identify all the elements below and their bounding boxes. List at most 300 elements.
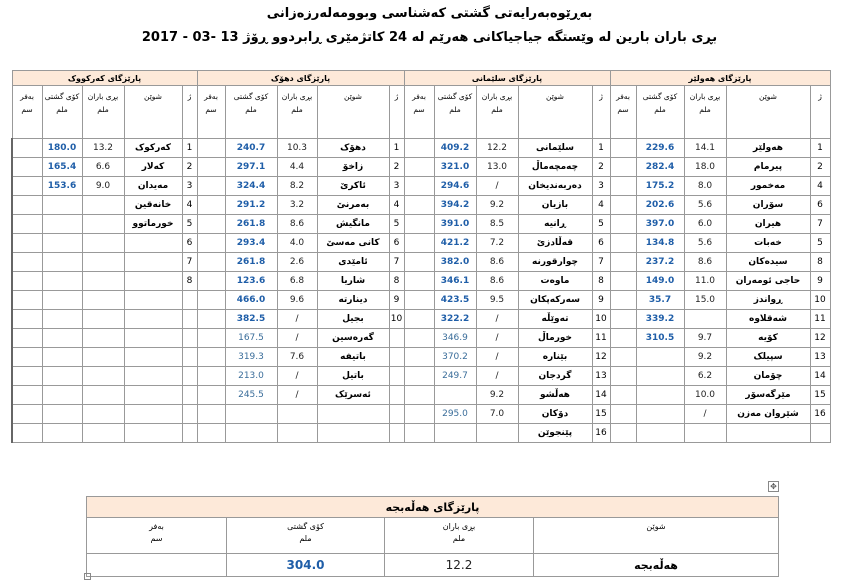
table-body (12, 139, 830, 443)
total-cell: 466.0 (225, 291, 277, 310)
station-cell: شاریا (317, 272, 389, 291)
total-cell: 382.0 (434, 253, 476, 272)
index-cell (389, 386, 404, 405)
rain-cell: 10.3 (277, 139, 317, 158)
rain-cell: 7.0 (476, 405, 518, 424)
table-row (12, 196, 830, 215)
station-cell (726, 424, 810, 443)
index-cell (182, 291, 197, 310)
rain-cell: / (277, 386, 317, 405)
index-cell: 7 (182, 253, 197, 272)
station-cell (124, 367, 182, 386)
total-cell: 261.8 (225, 253, 277, 272)
total-cell: 391.0 (434, 215, 476, 234)
station-cell (124, 386, 182, 405)
rain-cell: 8.6 (684, 253, 726, 272)
table-row (12, 291, 830, 310)
snow-cell (12, 253, 42, 272)
station-cell: دۆکان (518, 405, 592, 424)
table-row (12, 139, 830, 158)
index-cell: 8 (182, 272, 197, 291)
total-cell (42, 234, 82, 253)
rain-cell (82, 424, 124, 443)
total-cell: 202.6 (636, 196, 684, 215)
station-cell: پێنجوێن (518, 424, 592, 443)
resize-handle[interactable] (84, 573, 91, 580)
station-cell: زاخۆ (317, 158, 389, 177)
snow-cell (610, 196, 636, 215)
rain-cell (684, 424, 726, 443)
snow-cell (610, 234, 636, 253)
index-cell: 12 (810, 329, 830, 348)
snow-cell (404, 405, 434, 424)
rain-cell: 14.1 (684, 139, 726, 158)
total-cell (636, 367, 684, 386)
table-row (12, 348, 830, 367)
index-cell: 9 (592, 291, 610, 310)
station-cell: خانەقین (124, 196, 182, 215)
snow-cell (404, 215, 434, 234)
total-cell: 282.4 (636, 158, 684, 177)
rain-cell: 6.0 (684, 215, 726, 234)
index-cell: 16 (592, 424, 610, 443)
index-cell (389, 424, 404, 443)
station-cell: باتیفە (317, 348, 389, 367)
station-header: شوێن (124, 86, 182, 139)
total-cell: 370.2 (434, 348, 476, 367)
total-cell: 123.6 (225, 272, 277, 291)
rain-cell (82, 291, 124, 310)
snow-cell (610, 310, 636, 329)
snow-cell (404, 329, 434, 348)
total-header: کۆی گشتی ملم (227, 518, 385, 554)
rain-cell (82, 405, 124, 424)
index-cell: 3 (182, 177, 197, 196)
total-cell: 295.0 (434, 405, 476, 424)
table-row (12, 310, 830, 329)
total-cell: 35.7 (636, 291, 684, 310)
snow-cell (197, 272, 225, 291)
total-header: کۆی گشتی ملم (636, 86, 684, 139)
station-cell: بازیان (518, 196, 592, 215)
snow-cell (404, 272, 434, 291)
station-cell: بجیل (317, 310, 389, 329)
station-cell: مەیدان (124, 177, 182, 196)
table-row (12, 253, 830, 272)
index-cell (810, 424, 830, 443)
rain-cell: / (476, 329, 518, 348)
snow-header: بەفر سم (610, 86, 636, 139)
station-cell: سیدەکان (726, 253, 810, 272)
rain-cell: 12.2 (385, 554, 534, 577)
snow-cell (12, 234, 42, 253)
snow-cell (197, 367, 225, 386)
index-cell: 13 (592, 367, 610, 386)
document-subtitle: بڕی باران بارین لە وێستگە جیاجیاکانی هەرێم لە 24 کاتژمێری ڕابردوو ڕۆژ 13 -03 - 2017 (141, 30, 718, 45)
station-header: شوێن (726, 86, 810, 139)
index-cell: 7 (592, 253, 610, 272)
snow-cell (404, 234, 434, 253)
total-cell: 394.2 (434, 196, 476, 215)
index-cell: 14 (810, 367, 830, 386)
index-cell: 3 (592, 177, 610, 196)
snow-cell (610, 139, 636, 158)
snow-cell (610, 291, 636, 310)
index-cell: 2 (182, 158, 197, 177)
total-cell (42, 405, 82, 424)
rain-cell: 9.6 (277, 291, 317, 310)
index-cell (182, 424, 197, 443)
snow-cell (610, 424, 636, 443)
total-cell (42, 310, 82, 329)
snow-cell (87, 554, 227, 577)
station-cell (317, 405, 389, 424)
station-cell: چۆمان (726, 367, 810, 386)
snow-cell (404, 158, 434, 177)
station-cell: چوارقورنە (518, 253, 592, 272)
station-cell: قەڵادزێ (518, 234, 592, 253)
snow-cell (197, 405, 225, 424)
index-cell (182, 367, 197, 386)
snow-cell (12, 158, 42, 177)
snow-cell (610, 177, 636, 196)
index-cell (182, 310, 197, 329)
rain-cell: 13.0 (476, 158, 518, 177)
station-cell: سەرکەپکان (518, 291, 592, 310)
index-cell (389, 405, 404, 424)
index-cell: 7 (389, 253, 404, 272)
station-cell: بێنارە (518, 348, 592, 367)
station-cell: کانی مەسێ (317, 234, 389, 253)
province-halabja: پارێزگای هەڵەبجە (87, 497, 779, 518)
rain-header: بڕی باران ملم (82, 86, 124, 139)
index-header: ژ (182, 86, 197, 139)
total-cell (636, 348, 684, 367)
total-header: کۆی گشتی ملم (225, 86, 277, 139)
station-cell: هەڵشو (518, 386, 592, 405)
station-cell (124, 329, 182, 348)
total-cell (42, 196, 82, 215)
table-row (12, 386, 830, 405)
index-cell: 4 (182, 196, 197, 215)
table-row (12, 272, 830, 291)
index-cell: 5 (182, 215, 197, 234)
total-cell (434, 386, 476, 405)
station-cell: مەخمور (726, 177, 810, 196)
snow-cell (197, 158, 225, 177)
station-cell: بەمرنێ (317, 196, 389, 215)
station-cell: گردجان (518, 367, 592, 386)
rain-cell: 5.6 (684, 196, 726, 215)
station-cell (124, 424, 182, 443)
station-cell (124, 253, 182, 272)
total-cell (42, 291, 82, 310)
rain-cell (82, 367, 124, 386)
index-cell: 16 (810, 405, 830, 424)
total-cell: 134.8 (636, 234, 684, 253)
station-cell: خورماڵ (518, 329, 592, 348)
index-cell: 9 (810, 272, 830, 291)
index-cell: 1 (592, 139, 610, 158)
rain-cell: 9.5 (476, 291, 518, 310)
total-header: کۆی گشتی ملم (42, 86, 82, 139)
index-cell: 15 (810, 386, 830, 405)
index-cell: 8 (810, 253, 830, 272)
table-row (12, 158, 830, 177)
total-cell: 149.0 (636, 272, 684, 291)
rain-cell: 4.0 (277, 234, 317, 253)
total-cell: 409.2 (434, 139, 476, 158)
rain-cell: 13.2 (82, 139, 124, 158)
rain-cell: 9.2 (476, 196, 518, 215)
rain-cell: 8.2 (277, 177, 317, 196)
total-cell: 240.7 (225, 139, 277, 158)
total-cell: 167.5 (225, 329, 277, 348)
snow-cell (610, 253, 636, 272)
snow-cell (404, 310, 434, 329)
snow-cell (12, 139, 42, 158)
snow-cell (12, 348, 42, 367)
index-cell: 6 (810, 196, 830, 215)
total-cell: 423.5 (434, 291, 476, 310)
rain-cell (82, 386, 124, 405)
province-duhok: پارێزگای دهۆک (197, 71, 404, 86)
rain-cell: 15.0 (684, 291, 726, 310)
snow-header: بەفر سم (197, 86, 225, 139)
rain-cell (82, 196, 124, 215)
total-cell: 421.2 (434, 234, 476, 253)
station-cell: دینارتە (317, 291, 389, 310)
index-cell (389, 329, 404, 348)
total-cell: 261.8 (225, 215, 277, 234)
province-sulaymaniyah: پارێزگای سلێمانی (404, 71, 610, 86)
snow-cell (404, 177, 434, 196)
station-cell: گەرەسین (317, 329, 389, 348)
snow-cell (197, 234, 225, 253)
rain-cell: 18.0 (684, 158, 726, 177)
station-cell: حاجی ئومەران (726, 272, 810, 291)
station-cell: کەرکوک (124, 139, 182, 158)
total-cell: 321.0 (434, 158, 476, 177)
snow-cell (610, 329, 636, 348)
document-title: بەڕێوەبەرایەتی گشتی کەشناسی وبوومەلەرزەزانی (266, 6, 593, 21)
total-cell: 245.5 (225, 386, 277, 405)
total-cell (42, 329, 82, 348)
total-cell (42, 367, 82, 386)
snow-cell (12, 367, 42, 386)
rain-cell: 10.0 (684, 386, 726, 405)
total-cell: 322.2 (434, 310, 476, 329)
snow-cell (197, 215, 225, 234)
index-cell (182, 386, 197, 405)
snow-cell (610, 348, 636, 367)
station-cell: هەولێر (726, 139, 810, 158)
table-row (12, 367, 830, 386)
total-cell: 291.2 (225, 196, 277, 215)
index-cell: 6 (182, 234, 197, 253)
snow-cell (12, 424, 42, 443)
total-header: کۆی گشتی ملم (434, 86, 476, 139)
snow-cell (404, 367, 434, 386)
rain-cell: / (277, 329, 317, 348)
rain-cell: / (476, 348, 518, 367)
station-cell: کۆیە (726, 329, 810, 348)
total-cell: 153.6 (42, 177, 82, 196)
station-header: شوێن (518, 86, 592, 139)
rain-cell: 8.5 (476, 215, 518, 234)
snow-cell (404, 348, 434, 367)
index-cell: 3 (389, 177, 404, 196)
rain-cell: 7.2 (476, 234, 518, 253)
station-cell: سلێمانی (518, 139, 592, 158)
station-cell: دهۆک (317, 139, 389, 158)
station-cell: هەڵەبجە (534, 554, 779, 577)
rain-cell: 6.6 (82, 158, 124, 177)
index-cell: 13 (810, 348, 830, 367)
snow-header: بەفر سم (404, 86, 434, 139)
rain-cell: / (277, 367, 317, 386)
table-row (87, 554, 779, 577)
snow-cell (404, 196, 434, 215)
snow-cell (610, 386, 636, 405)
halabja-header-row (87, 518, 779, 554)
snow-cell (197, 348, 225, 367)
snow-header: بەفر سم (12, 86, 42, 139)
station-cell: مێرگەسۆر (726, 386, 810, 405)
snow-cell (12, 291, 42, 310)
rain-cell: 2.6 (277, 253, 317, 272)
snow-cell (197, 386, 225, 405)
station-cell: سۆران (726, 196, 810, 215)
index-cell: 1 (389, 139, 404, 158)
index-cell: 14 (592, 386, 610, 405)
station-cell (124, 348, 182, 367)
total-cell (434, 424, 476, 443)
rain-cell: 8.6 (476, 272, 518, 291)
snow-cell (12, 177, 42, 196)
index-cell: 2 (592, 158, 610, 177)
move-handle-icon[interactable]: ✥ (768, 481, 779, 492)
table-row (12, 329, 830, 348)
total-cell: 304.0 (227, 554, 385, 577)
station-cell: هیران (726, 215, 810, 234)
rain-cell (277, 405, 317, 424)
station-cell: دەربەندیخان (518, 177, 592, 196)
snow-cell (12, 196, 42, 215)
rain-cell: 3.2 (277, 196, 317, 215)
snow-cell (404, 291, 434, 310)
total-cell (42, 272, 82, 291)
total-cell: 346.1 (434, 272, 476, 291)
index-cell: 11 (592, 329, 610, 348)
station-cell: باتیل (317, 367, 389, 386)
station-cell: کەلار (124, 158, 182, 177)
rain-cell: 6.2 (684, 367, 726, 386)
rain-cell (82, 329, 124, 348)
station-cell (124, 291, 182, 310)
rain-cell (82, 310, 124, 329)
snow-cell (404, 253, 434, 272)
total-cell (636, 386, 684, 405)
rain-cell (82, 253, 124, 272)
total-cell (636, 405, 684, 424)
table-row (12, 405, 830, 424)
station-cell: خەبات (726, 234, 810, 253)
station-cell: ماوەت (518, 272, 592, 291)
station-cell: پیرمام (726, 158, 810, 177)
station-cell (124, 405, 182, 424)
total-cell (42, 348, 82, 367)
snow-cell (404, 386, 434, 405)
total-cell: 293.4 (225, 234, 277, 253)
index-cell: 8 (389, 272, 404, 291)
rain-cell (82, 234, 124, 253)
snow-cell (610, 158, 636, 177)
total-cell: 339.2 (636, 310, 684, 329)
rainfall-table (11, 70, 831, 443)
station-cell: شەقلاوە (726, 310, 810, 329)
total-cell: 249.7 (434, 367, 476, 386)
total-cell (42, 424, 82, 443)
rain-cell: 9.7 (684, 329, 726, 348)
station-cell: چەمچەماڵ (518, 158, 592, 177)
total-cell: 175.2 (636, 177, 684, 196)
total-cell: 297.1 (225, 158, 277, 177)
rain-cell: 6.8 (277, 272, 317, 291)
rain-cell: 4.4 (277, 158, 317, 177)
index-cell: 15 (592, 405, 610, 424)
rain-cell (277, 424, 317, 443)
station-cell (124, 234, 182, 253)
total-cell: 397.0 (636, 215, 684, 234)
rain-cell: / (476, 310, 518, 329)
rain-cell: / (476, 177, 518, 196)
index-cell: 7 (810, 215, 830, 234)
station-cell: خورماتوو (124, 215, 182, 234)
rain-cell: / (684, 405, 726, 424)
index-cell (182, 329, 197, 348)
table-row (12, 424, 830, 443)
station-header: شوێن (534, 518, 779, 554)
index-cell: 10 (592, 310, 610, 329)
index-cell: 6 (389, 234, 404, 253)
station-cell (124, 310, 182, 329)
total-cell (225, 405, 277, 424)
table-row (12, 215, 830, 234)
rain-cell: 8.6 (476, 253, 518, 272)
station-cell: مانگیش (317, 215, 389, 234)
index-cell: 1 (182, 139, 197, 158)
snow-cell (610, 215, 636, 234)
rain-cell: 8.6 (277, 215, 317, 234)
total-cell: 324.4 (225, 177, 277, 196)
index-cell: 2 (810, 158, 830, 177)
province-erbil: پارێزگای هەولێر (610, 71, 830, 86)
snow-cell (404, 424, 434, 443)
rain-cell: / (277, 310, 317, 329)
station-cell: سپیلک (726, 348, 810, 367)
total-cell (42, 253, 82, 272)
station-cell: ئامێدی (317, 253, 389, 272)
total-cell: 180.0 (42, 139, 82, 158)
rain-cell: 12.2 (476, 139, 518, 158)
snow-cell (197, 177, 225, 196)
index-cell: 5 (592, 215, 610, 234)
index-header: ژ (810, 86, 830, 139)
rain-cell (82, 348, 124, 367)
rain-cell (82, 272, 124, 291)
index-cell: 5 (810, 234, 830, 253)
